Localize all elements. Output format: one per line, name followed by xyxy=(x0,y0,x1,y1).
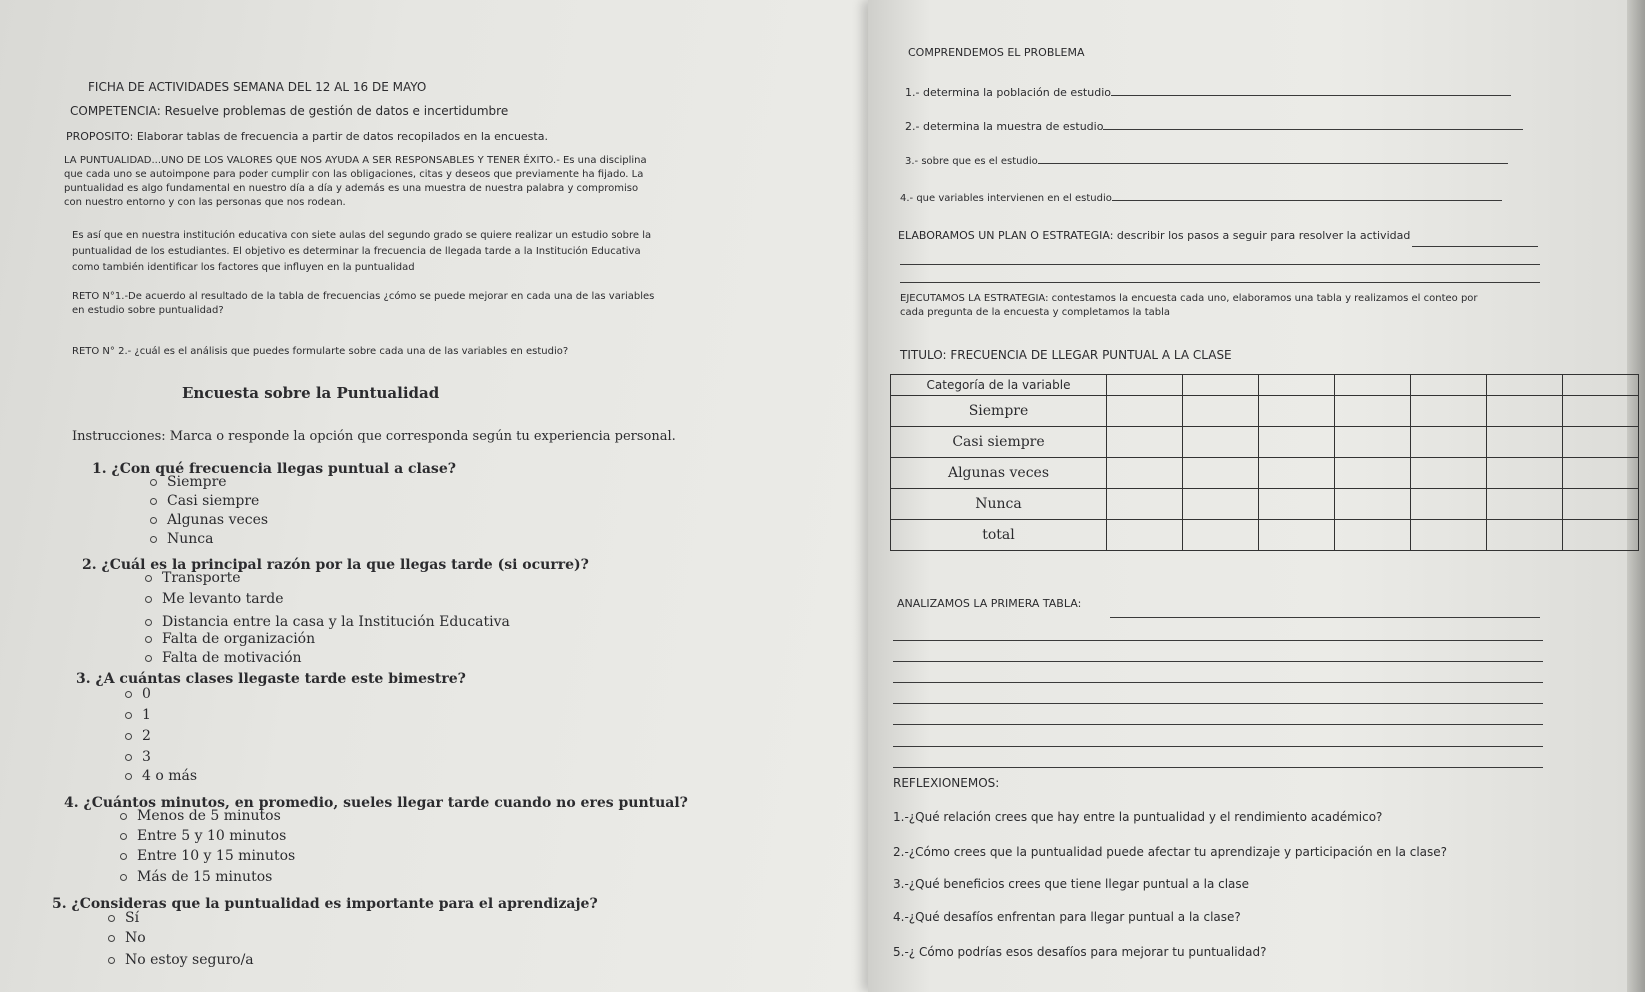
reflexionemos-heading: REFLEXIONEMOS: xyxy=(893,776,1000,790)
table-title: TITULO: FRECUENCIA DE LLEGAR PUNTUAL A LA CLASE xyxy=(900,348,1232,362)
reflexion-question-4: 4.-¿Qué desafíos enfrentan para llegar puntual a la clase? xyxy=(893,910,1241,924)
table-cell[interactable] xyxy=(1335,375,1411,396)
table-cell[interactable] xyxy=(1183,489,1259,520)
q5-option-no[interactable]: No xyxy=(108,930,146,946)
q2-option-falta-motivacion[interactable]: Falta de motivación xyxy=(145,650,302,666)
table-cell[interactable] xyxy=(1487,489,1563,520)
plan-answer-line[interactable] xyxy=(1412,246,1538,247)
analysis-answer-line[interactable] xyxy=(893,703,1543,704)
analysis-answer-line[interactable] xyxy=(893,724,1543,725)
question-2: 2. ¿Cuál es la principal razón por la que llegas tarde (si ocurre)? xyxy=(82,557,589,573)
table-cell[interactable] xyxy=(1563,427,1639,458)
table-cell[interactable] xyxy=(1107,427,1183,458)
table-cell[interactable] xyxy=(1259,396,1335,427)
table-row-label: Nunca xyxy=(891,489,1107,520)
table-cell[interactable] xyxy=(1107,489,1183,520)
table-cell[interactable] xyxy=(1487,396,1563,427)
analysis-answer-line[interactable] xyxy=(893,640,1543,641)
table-cell[interactable] xyxy=(1107,396,1183,427)
answer-blank[interactable] xyxy=(1103,117,1523,130)
answer-blank[interactable] xyxy=(1038,151,1508,164)
radio-bullet-icon xyxy=(145,596,152,603)
radio-bullet-icon xyxy=(120,874,127,881)
table-cell[interactable] xyxy=(1563,520,1639,551)
radio-bullet-icon xyxy=(145,655,152,662)
q1-option-siempre[interactable]: Siempre xyxy=(150,474,227,490)
q5-option-si[interactable]: Sí xyxy=(108,910,139,926)
radio-bullet-icon xyxy=(108,957,115,964)
radio-bullet-icon xyxy=(125,773,132,780)
comprendemos-heading: COMPRENDEMOS EL PROBLEMA xyxy=(908,46,1085,59)
q4-option-mas-15[interactable]: Más de 15 minutos xyxy=(120,869,272,885)
radio-bullet-icon xyxy=(108,935,115,942)
table-cell[interactable] xyxy=(1335,489,1411,520)
reflexion-question-1: 1.-¿Qué relación crees que hay entre la puntualidad y el rendimiento académico? xyxy=(893,810,1383,824)
survey-instructions: Instrucciones: Marca o responde la opción que corresponda según tu experiencia personal. xyxy=(72,429,676,444)
table-cell[interactable] xyxy=(1563,458,1639,489)
question-5: 5. ¿Consideras que la puntualidad es importante para el aprendizaje? xyxy=(52,896,598,912)
table-cell[interactable] xyxy=(1183,375,1259,396)
question-3: 3. ¿A cuántas clases llegaste tarde este bimestre? xyxy=(76,671,466,687)
q3-option-3[interactable]: 3 xyxy=(125,749,151,765)
radio-bullet-icon xyxy=(120,833,127,840)
q2-option-falta-organizacion[interactable]: Falta de organización xyxy=(145,631,315,647)
comprension-item-3: 3.- sobre que es el estudio xyxy=(905,151,1508,167)
table-cell[interactable] xyxy=(1487,375,1563,396)
radio-bullet-icon xyxy=(120,853,127,860)
table-cell[interactable] xyxy=(1411,520,1487,551)
radio-bullet-icon xyxy=(125,733,132,740)
table-cell[interactable] xyxy=(1183,427,1259,458)
table-cell[interactable] xyxy=(1563,489,1639,520)
table-row xyxy=(891,427,1639,458)
intro-line-4: con nuestro entorno y con las personas que nos rodean. xyxy=(64,197,346,208)
table-row xyxy=(891,396,1639,427)
radio-bullet-icon xyxy=(145,619,152,626)
table-row xyxy=(891,520,1639,551)
plan-text: ELABORAMOS UN PLAN O ESTRATEGIA: describir los pasos a seguir para resolver la actividad xyxy=(898,229,1411,242)
table-cell[interactable] xyxy=(1335,458,1411,489)
analysis-answer-line[interactable] xyxy=(893,661,1543,662)
worksheet-title: FICHA DE ACTIVIDADES SEMANA DEL 12 AL 16 DE MAYO xyxy=(88,80,427,94)
q3-option-0[interactable]: 0 xyxy=(125,686,151,702)
reflexion-question-2: 2.-¿Cómo crees que la puntualidad puede afectar tu aprendizaje y participación en la clase? xyxy=(893,845,1448,859)
table-cell[interactable] xyxy=(1487,458,1563,489)
q4-option-entre-10-15[interactable]: Entre 10 y 15 minutos xyxy=(120,848,295,864)
proposito-text: PROPOSITO: Elaborar tablas de frecuencia a partir de datos recopilados en la encuesta. xyxy=(66,130,548,143)
reto1-line-2: en estudio sobre puntualidad? xyxy=(72,305,224,316)
reflexion-question-3: 3.-¿Qué beneficios crees que tiene llegar puntual a la clase xyxy=(893,877,1250,891)
intro-line-2: que cada uno se autoimpone para poder cumplir con las obligaciones, citas y deseos que previamente ha fijado. La xyxy=(64,169,644,180)
q2-option-transporte[interactable]: Transporte xyxy=(145,570,241,586)
table-cell[interactable] xyxy=(1563,396,1639,427)
comprension-item-2: 2.- determina la muestra de estudio xyxy=(905,117,1523,133)
table-cell[interactable] xyxy=(1411,458,1487,489)
competencia-text: COMPETENCIA: Resuelve problemas de gestión de datos e incertidumbre xyxy=(70,104,509,118)
table-cell[interactable] xyxy=(1183,520,1259,551)
answer-blank[interactable] xyxy=(1111,83,1511,96)
table-row-label: Siempre xyxy=(891,396,1107,427)
q5-option-no-seguro[interactable]: No estoy seguro/a xyxy=(108,952,254,968)
ejecutamos-line-2: cada pregunta de la encuesta y completamos la tabla xyxy=(900,307,1171,318)
analysis-answer-line[interactable] xyxy=(893,682,1543,683)
reto1-line-1: RETO N°1.-De acuerdo al resultado de la tabla de frecuencias ¿cómo se puede mejorar en cada una de las variables xyxy=(72,291,655,302)
q1-option-nunca[interactable]: Nunca xyxy=(150,531,213,547)
q2-option-me-levanto-tarde[interactable]: Me levanto tarde xyxy=(145,591,284,607)
question-1: 1. ¿Con qué frecuencia llegas puntual a clase? xyxy=(92,461,456,477)
table-cell[interactable] xyxy=(1183,458,1259,489)
table-cell[interactable] xyxy=(1335,427,1411,458)
plan-answer-line[interactable] xyxy=(900,264,1540,265)
plan-answer-line[interactable] xyxy=(900,282,1540,283)
table-cell[interactable] xyxy=(1411,427,1487,458)
q3-option-4-o-mas[interactable]: 4 o más xyxy=(125,768,197,784)
analysis-answer-line[interactable] xyxy=(893,746,1543,747)
table-cell[interactable] xyxy=(1259,375,1335,396)
table-cell[interactable] xyxy=(1259,520,1335,551)
study-line-1: Es así que en nuestra institución educativa con siete aulas del segundo grado se quiere realizar un estudio sobre la xyxy=(72,230,652,241)
ejecutamos-line-1: EJECUTAMOS LA ESTRATEGIA: contestamos la encuesta cada uno, elaboramos una tabla y realizamos el conteo por xyxy=(900,293,1478,304)
table-cell[interactable] xyxy=(1259,427,1335,458)
radio-bullet-icon xyxy=(150,517,157,524)
question-4: 4. ¿Cuántos minutos, en promedio, sueles llegar tarde cuando no eres puntual? xyxy=(64,795,688,811)
analizamos-label: ANALIZAMOS LA PRIMERA TABLA: xyxy=(897,597,1082,610)
q1-option-algunas-veces[interactable]: Algunas veces xyxy=(150,512,268,528)
q1-option-casi-siempre[interactable]: Casi siempre xyxy=(150,493,259,509)
radio-bullet-icon xyxy=(125,754,132,761)
answer-blank[interactable] xyxy=(1112,188,1502,201)
radio-bullet-icon xyxy=(108,915,115,922)
q2-option-distancia[interactable]: Distancia entre la casa y la Institución Educativa xyxy=(145,614,510,630)
table-cell[interactable] xyxy=(1487,520,1563,551)
q4-option-entre-5-10[interactable]: Entre 5 y 10 minutos xyxy=(120,828,286,844)
analysis-answer-line[interactable] xyxy=(893,767,1543,768)
table-cell[interactable] xyxy=(1259,489,1335,520)
comprension-item-4: 4.- que variables intervienen en el estudio xyxy=(900,188,1502,204)
reto2-text: RETO N° 2.- ¿cuál es el análisis que puedes formularte sobre cada una de las variables en estudio? xyxy=(72,346,569,357)
table-cell[interactable] xyxy=(1107,458,1183,489)
analysis-answer-line[interactable] xyxy=(1110,617,1540,618)
table-row xyxy=(891,375,1639,396)
table-cell[interactable] xyxy=(1107,375,1183,396)
intro-line-1: LA PUNTUALIDAD...UNO DE LOS VALORES QUE NOS AYUDA A SER RESPONSABLES Y TENER ÉXITO.- Es una disciplina xyxy=(64,155,647,166)
table-cell[interactable] xyxy=(1183,396,1259,427)
q3-option-1[interactable]: 1 xyxy=(125,707,151,723)
table-cell[interactable] xyxy=(1107,520,1183,551)
table-row-label: total xyxy=(891,520,1107,551)
table-row-label: Algunas veces xyxy=(891,458,1107,489)
table-cell[interactable] xyxy=(1259,458,1335,489)
intro-line-3: puntualidad es algo fundamental en nuestro día a día y además es una muestra de nuestra palabra y compromiso xyxy=(64,183,639,194)
study-line-3: como también identificar los factores que influyen en la puntualidad xyxy=(72,262,415,273)
table-cell[interactable] xyxy=(1563,375,1639,396)
frequency-table xyxy=(890,374,1639,551)
radio-bullet-icon xyxy=(145,575,152,582)
table-row xyxy=(891,458,1639,489)
table-cell[interactable] xyxy=(1487,427,1563,458)
radio-bullet-icon xyxy=(150,498,157,505)
study-line-2: puntualidad de los estudiantes. El objetivo es determinar la frecuencia de llegada tarde a la Institución Educativa xyxy=(72,246,641,257)
table-cell[interactable] xyxy=(1411,396,1487,427)
table-header-category: Categoría de la variable xyxy=(891,375,1107,396)
radio-bullet-icon xyxy=(125,691,132,698)
radio-bullet-icon xyxy=(120,813,127,820)
survey-title: Encuesta sobre la Puntualidad xyxy=(182,384,440,402)
comprension-item-1: 1.- determina la población de estudio xyxy=(905,83,1511,99)
radio-bullet-icon xyxy=(150,536,157,543)
radio-bullet-icon xyxy=(145,636,152,643)
table-cell[interactable] xyxy=(1411,489,1487,520)
reflexion-question-5: 5.-¿ Cómo podrías esos desafíos para mejorar tu puntualidad? xyxy=(893,945,1267,959)
table-row xyxy=(891,489,1639,520)
table-cell[interactable] xyxy=(1411,375,1487,396)
table-row-label: Casi siempre xyxy=(891,427,1107,458)
table-cell[interactable] xyxy=(1335,520,1411,551)
q4-option-menos-5[interactable]: Menos de 5 minutos xyxy=(120,808,281,824)
table-cell[interactable] xyxy=(1335,396,1411,427)
q3-option-2[interactable]: 2 xyxy=(125,728,151,744)
radio-bullet-icon xyxy=(125,712,132,719)
radio-bullet-icon xyxy=(150,479,157,486)
